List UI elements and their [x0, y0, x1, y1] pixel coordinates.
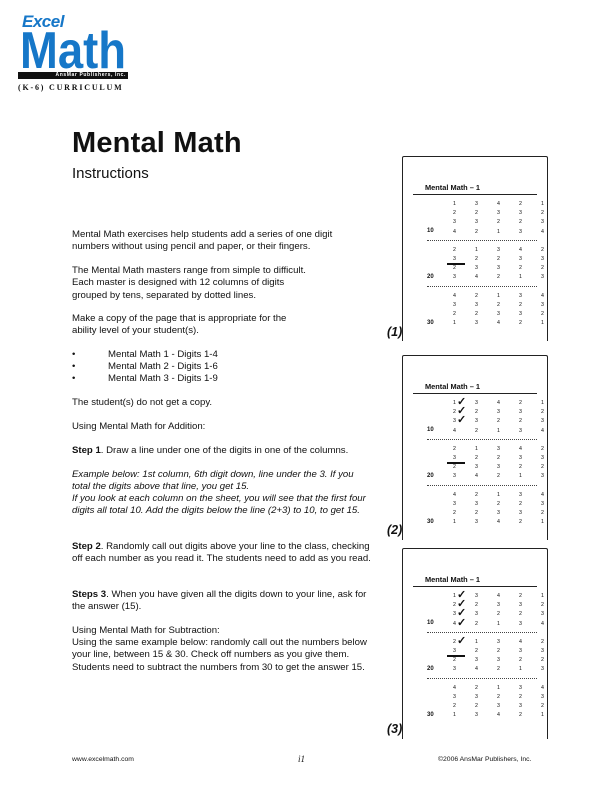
worksheet-digit: 3: [519, 620, 522, 627]
worksheet-digit: 3: [453, 647, 456, 654]
worksheet-digit: 3: [497, 464, 500, 471]
worksheet-digit: 2: [541, 509, 544, 516]
worksheet-digit: 2: [519, 712, 522, 719]
step1-paragraph: Step 1. Draw a line under one of the digits in one of the columns.: [72, 445, 349, 456]
worksheet-digit: 3: [497, 246, 500, 253]
figure-label: (2): [387, 523, 403, 537]
worksheet-digit: 3: [541, 500, 544, 507]
worksheet-row: [427, 414, 544, 427]
worksheet-digit: 2: [475, 491, 478, 498]
worksheet-title: Mental Math – 1: [425, 575, 481, 584]
worksheet-digit: 3: [453, 454, 456, 461]
figure-label: (3): [387, 722, 403, 736]
worksheet-digit: 2: [475, 427, 478, 434]
worksheet-row: [427, 218, 544, 227]
worksheet-digit: 4: [541, 228, 544, 235]
worksheet-digit: 2: [497, 693, 500, 700]
worksheet-digit: 3: [475, 201, 478, 207]
bullet-item: • Mental Math 3 - Digits 1-9: [72, 373, 218, 384]
worksheet-digit: 3: [519, 228, 522, 235]
check-mark-icon: ✓: [457, 616, 467, 629]
worksheet-digit: 3: [475, 657, 478, 664]
check-mark-icon: ✓: [457, 607, 467, 620]
worksheet-row: [427, 616, 544, 629]
worksheet-digit: 2: [519, 418, 522, 425]
worksheet-row: [427, 209, 544, 218]
worksheet-row: [427, 310, 544, 319]
worksheet-digit: 3: [497, 210, 500, 217]
worksheet-row: [427, 255, 544, 264]
no-copy-note: The student(s) do not get a copy.: [72, 397, 213, 408]
copy-paragraph: Make a copy of the page that is appropriate for the ability level of your student(s).: [72, 313, 287, 337]
check-mark-icon: ✓: [457, 396, 467, 408]
worksheet-digit: 2: [541, 464, 544, 471]
logo-math-wordmark: [20, 26, 128, 72]
worksheet-digit: 3: [475, 500, 478, 507]
check-mark-icon: ✓: [457, 634, 467, 647]
page-subtitle: Instructions: [72, 165, 149, 182]
intro-paragraph: Mental Math exercises help students add a series of one digit numbers without using pencil and paper, or their fingers.: [72, 229, 333, 253]
worksheet-digit: 2: [497, 500, 500, 507]
group-total-label: 10: [427, 620, 434, 627]
worksheet-digit: 4: [453, 292, 456, 299]
worksheet-row: [427, 301, 544, 310]
worksheet-digit: 2: [475, 255, 478, 262]
worksheet-digit: 1: [497, 620, 500, 627]
worksheet-digit: 3: [541, 219, 544, 226]
worksheet-digit: 1: [541, 712, 544, 719]
worksheet-digit: 2: [475, 228, 478, 235]
worksheet-digit: 2: [497, 301, 500, 308]
worksheet-digit: 1: [475, 246, 478, 253]
worksheet-row: [427, 509, 544, 518]
worksheet-digit: 2: [475, 292, 478, 299]
worksheet-row: [427, 647, 544, 656]
worksheet-digit: 2: [519, 201, 522, 207]
worksheet-digit: 3: [541, 274, 544, 281]
footer-copyright: ©2006 AnsMar Publishers, Inc.: [438, 756, 532, 763]
worksheet-digit: 2: [475, 409, 478, 416]
worksheet-digit: 3: [519, 409, 522, 416]
worksheet-digit: 2: [497, 647, 500, 654]
group-total-label: 20: [427, 472, 434, 479]
worksheet-digit: 3: [497, 445, 500, 452]
worksheet-digit: 1: [497, 228, 500, 235]
dotted-separator: [427, 678, 537, 680]
worksheet-digit: 1: [541, 593, 544, 599]
worksheet-digit: 4: [497, 593, 500, 599]
check-mark-icon: ✓: [457, 598, 467, 611]
worksheet-digit: 3: [519, 647, 522, 654]
worksheet-row: [427, 656, 544, 665]
worksheet-digit: 4: [453, 491, 456, 498]
worksheet-digit: 3: [541, 301, 544, 308]
worksheet-digit: 3: [519, 702, 522, 709]
worksheet-digit: 4: [475, 666, 478, 673]
worksheet-row: [427, 264, 544, 273]
check-mark-icon: ✓: [457, 414, 467, 427]
worksheet-digit: 1: [475, 445, 478, 452]
worksheet-digit: 2: [519, 320, 522, 327]
masters-paragraph: The Mental Math masters range from simple to difficult. Each master is designed with 12 columns of digits grouped by tens, separated by dotted lines.: [72, 265, 306, 301]
worksheet-digit: 3: [475, 418, 478, 425]
worksheet-digit: 3: [453, 274, 456, 281]
worksheet-digit: 2: [497, 219, 500, 226]
worksheet-digit: 2: [519, 301, 522, 308]
worksheet-digit: 4: [497, 400, 500, 406]
worksheet-digit: 2: [475, 454, 478, 461]
worksheet-digit: 2: [541, 310, 544, 317]
worksheet-digit: 2: [453, 265, 456, 272]
worksheet-digit: 2: [475, 602, 478, 609]
worksheet-digit: 2: [497, 611, 500, 618]
worksheet-digit: 2: [475, 620, 478, 627]
worksheet-digit: 4: [453, 620, 456, 627]
worksheet-digit: 2: [475, 310, 478, 317]
worksheet-digit: 2: [453, 310, 456, 317]
worksheet-digit: 2: [519, 593, 522, 599]
step2-label: Step 2: [72, 541, 101, 552]
worksheet-digit: 3: [475, 712, 478, 719]
worksheet-digit: 4: [497, 320, 500, 327]
worksheet-digit: 2: [497, 666, 500, 673]
worksheet-digit: 3: [453, 301, 456, 308]
worksheet-digit: 4: [519, 246, 522, 253]
worksheet-digit: 1: [497, 427, 500, 434]
worksheet-digit: 3: [519, 454, 522, 461]
bullet-item: • Mental Math 1 - Digits 1-4: [72, 349, 218, 360]
worksheet-digit: 2: [497, 418, 500, 425]
worksheet-title-rule: [413, 586, 537, 587]
worksheet-digit: 1: [453, 519, 456, 526]
worksheet-digit: 3: [541, 454, 544, 461]
logo-curriculum: (K-6) CURRICULUM: [18, 83, 124, 92]
worksheet-digit: 2: [519, 611, 522, 618]
worksheet-digit: 3: [453, 500, 456, 507]
worksheet-digit: 2: [475, 509, 478, 516]
svg-text:Math: Math: [20, 26, 126, 72]
subtraction-heading: Using Mental Math for Subtraction:: [72, 625, 220, 636]
worksheet-grid: [427, 396, 544, 527]
worksheet-digit: 2: [519, 464, 522, 471]
worksheet-digit: 3: [453, 219, 456, 226]
worksheet-digit: 3: [453, 473, 456, 480]
worksheet-row: [427, 319, 544, 328]
worksheet-digit: 2: [541, 602, 544, 609]
group-total-label: 10: [427, 427, 434, 434]
worksheet-row: [427, 589, 544, 601]
addition-heading: Using Mental Math for Addition:: [72, 421, 206, 432]
worksheet-row: [427, 396, 544, 408]
worksheet-digit: 1: [453, 712, 456, 719]
worksheet-digit: 3: [519, 210, 522, 217]
worksheet-row: [427, 598, 544, 611]
worksheet-digit: 3: [497, 265, 500, 272]
worksheet-row: [427, 292, 544, 301]
worksheet-row: [427, 200, 544, 209]
worksheet-digit: 3: [453, 418, 456, 425]
worksheet-row: [427, 405, 544, 418]
worksheet-row: [427, 693, 544, 702]
worksheet-digit: 2: [453, 409, 456, 416]
worksheet-digit: 2: [453, 246, 456, 253]
worksheet-digit: 3: [497, 409, 500, 416]
worksheet-digit: 2: [475, 210, 478, 217]
worksheet-row: [427, 454, 544, 463]
worksheet-digit: 1: [541, 320, 544, 327]
worksheet-preview-2: [402, 355, 548, 540]
worksheet-row: [427, 711, 544, 720]
worksheet-title-rule: [413, 194, 537, 195]
worksheet-digit: 3: [475, 400, 478, 406]
worksheet-digit: 3: [541, 611, 544, 618]
step2-paragraph: Step 2. Randomly call out digits above your line to the class, checking off each number as you read it. The students need to add as you read.: [72, 541, 371, 565]
worksheet-digit: 4: [519, 638, 522, 645]
worksheet-digit: 2: [453, 509, 456, 516]
worksheet-digit: 3: [541, 473, 544, 480]
worksheet-digit: 3: [541, 255, 544, 262]
worksheet-row: [427, 634, 544, 647]
worksheet-digit: 4: [541, 292, 544, 299]
worksheet-digit: 1: [453, 320, 456, 327]
worksheet-digit: 2: [541, 409, 544, 416]
worksheet-digit: 1: [541, 201, 544, 207]
step3-paragraph: Steps 3. When you have given all the digits down to your line, ask for the answer (15).: [72, 589, 367, 613]
logo-excel-text: Excel: [22, 12, 64, 31]
worksheet-digit: 3: [475, 301, 478, 308]
worksheet-digit: 3: [497, 602, 500, 609]
worksheet-digit: 2: [519, 219, 522, 226]
worksheet-digit: 3: [475, 611, 478, 618]
worksheet-digit: 3: [519, 427, 522, 434]
worksheet-digit: 4: [453, 427, 456, 434]
worksheet-digit: 4: [541, 620, 544, 627]
worksheet-digit: 2: [541, 445, 544, 452]
worksheet-digit: 2: [541, 657, 544, 664]
worksheet-digit: 3: [497, 657, 500, 664]
worksheet-digit: 2: [453, 702, 456, 709]
worksheet-digit: 3: [519, 292, 522, 299]
worksheet-digit: 3: [541, 647, 544, 654]
worksheet-digit: 3: [475, 320, 478, 327]
worksheet-row: [427, 702, 544, 711]
worksheet-title: Mental Math – 1: [425, 183, 481, 192]
worksheet-digit: 1: [453, 400, 456, 406]
worksheet-digit: 2: [453, 657, 456, 664]
worksheet-digit: 1: [519, 274, 522, 281]
subtraction-paragraph: Using the same example below: randomly call out the numbers below your line, between 15 & 30. Check off numbers as you give them. Students need to subtract the numbers from 30 to get the answer 15.: [72, 637, 367, 673]
worksheet-digit: 3: [475, 219, 478, 226]
worksheet-digit: 4: [541, 491, 544, 498]
worksheet-row: [427, 491, 544, 500]
page-title: Mental Math: [72, 127, 242, 159]
worksheet-digit: 2: [453, 602, 456, 609]
worksheet-digit: 2: [453, 464, 456, 471]
worksheet-digit: 2: [519, 500, 522, 507]
group-total-label: 30: [427, 711, 434, 718]
worksheet-digit: 4: [497, 519, 500, 526]
worksheet-title: Mental Math – 1: [425, 382, 481, 391]
worksheet-digit: 2: [475, 647, 478, 654]
worksheet-digit: 1: [475, 638, 478, 645]
worksheet-digit: 1: [453, 201, 456, 207]
dotted-separator: [427, 439, 537, 441]
worksheet-row: [427, 607, 544, 620]
group-total-label: 20: [427, 273, 434, 280]
worksheet-digit: 3: [475, 693, 478, 700]
worksheet-digit: 2: [497, 274, 500, 281]
worksheet-digit: 2: [541, 265, 544, 272]
check-mark-icon: ✓: [457, 405, 467, 418]
worksheet-digit: 3: [519, 602, 522, 609]
figure-label: (1): [387, 325, 403, 339]
worksheet-row: [427, 463, 544, 472]
worksheet-digit: 3: [519, 310, 522, 317]
worksheet-digit: 3: [519, 684, 522, 691]
worksheet-digit: 3: [519, 509, 522, 516]
worksheet-row: [427, 246, 544, 255]
dotted-separator: [427, 485, 537, 487]
worksheet-digit: 1: [497, 292, 500, 299]
footer-website[interactable]: www.excelmath.com: [72, 756, 134, 763]
worksheet-digit: 1: [519, 666, 522, 673]
worksheet-digit: 1: [519, 473, 522, 480]
dotted-separator: [427, 240, 537, 242]
step1-label: Step 1: [72, 445, 101, 456]
worksheet-digit: 3: [453, 693, 456, 700]
worksheet-row: [427, 684, 544, 693]
worksheet-grid: [427, 200, 544, 328]
worksheet-digit: 2: [541, 638, 544, 645]
worksheet-digit: 1: [497, 491, 500, 498]
worksheet-row: [427, 665, 544, 674]
worksheet-digit: 3: [453, 255, 456, 262]
worksheet-digit: 1: [541, 400, 544, 406]
worksheet-digit: 3: [475, 519, 478, 526]
worksheet-digit: 3: [541, 693, 544, 700]
example-detail-paragraph: If you look at each column on the sheet, you will see that the first four digits all total 10. Add the digits below the line (2+3) to 10, to get 15.: [72, 493, 366, 517]
worksheet-digit: 3: [475, 593, 478, 599]
worksheet-digit: 3: [519, 255, 522, 262]
worksheet-row: [427, 518, 544, 527]
worksheet-digit: 4: [541, 684, 544, 691]
worksheet-digit: 1: [453, 593, 456, 599]
worksheet-digit: 3: [475, 464, 478, 471]
worksheet-digit: 2: [541, 246, 544, 253]
worksheet-digit: 4: [541, 427, 544, 434]
logo-publisher-bar: AnsMar Publishers, Inc.: [18, 72, 128, 79]
worksheet-digit: 3: [497, 509, 500, 516]
worksheet-digit: 4: [497, 201, 500, 207]
worksheet-digit: 4: [453, 684, 456, 691]
worksheet-digit: 2: [453, 210, 456, 217]
worksheet-preview-1: [402, 156, 548, 341]
worksheet-row: [427, 228, 544, 237]
bullet-item: • Mental Math 2 - Digits 1-6: [72, 361, 218, 372]
worksheet-digit: 4: [497, 712, 500, 719]
worksheet-digit: 3: [497, 702, 500, 709]
worksheet-digit: 2: [497, 255, 500, 262]
group-total-label: 30: [427, 319, 434, 326]
worksheet-digit: 2: [519, 693, 522, 700]
worksheet-grid: [427, 589, 544, 720]
worksheet-digit: 1: [541, 519, 544, 526]
worksheet-digit: 3: [497, 638, 500, 645]
worksheet-digit: 2: [453, 445, 456, 452]
worksheet-row: [427, 500, 544, 509]
worksheet-digit: 2: [497, 454, 500, 461]
worksheet-digit: 2: [519, 519, 522, 526]
worksheet-title-rule: [413, 393, 537, 394]
worksheet-row: [427, 273, 544, 282]
worksheet-digit: 2: [541, 210, 544, 217]
footer-page-number: i1: [298, 754, 306, 764]
worksheet-digit: 4: [519, 445, 522, 452]
group-total-label: 10: [427, 228, 434, 235]
step3-label: Steps 3: [72, 589, 107, 600]
worksheet-digit: 3: [453, 666, 456, 673]
worksheet-digit: 1: [497, 684, 500, 691]
worksheet-digit: 2: [519, 400, 522, 406]
worksheet-digit: 4: [475, 473, 478, 480]
worksheet-digit: 2: [541, 702, 544, 709]
worksheet-digit: 3: [475, 265, 478, 272]
worksheet-digit: 4: [475, 274, 478, 281]
check-mark-icon: ✓: [457, 589, 467, 601]
worksheet-digit: 3: [541, 418, 544, 425]
worksheet-row: [427, 427, 544, 436]
worksheet-digit: 3: [497, 310, 500, 317]
worksheet-row: [427, 445, 544, 454]
worksheet-preview-3: [402, 548, 548, 739]
group-total-label: 30: [427, 518, 434, 525]
worksheet-digit: 3: [541, 666, 544, 673]
dotted-separator: [427, 632, 537, 634]
worksheet-digit: 2: [475, 702, 478, 709]
worksheet-digit: 2: [497, 473, 500, 480]
worksheet-digit: 2: [519, 657, 522, 664]
worksheet-digit: 2: [453, 638, 456, 645]
worksheet-digit: 3: [453, 611, 456, 618]
worksheet-digit: 2: [475, 684, 478, 691]
dotted-separator: [427, 286, 537, 288]
worksheet-digit: 2: [519, 265, 522, 272]
worksheet-row: [427, 472, 544, 481]
worksheet-digit: 4: [453, 228, 456, 235]
example-paragraph: Example below: 1st column, 6th digit down, line under the 3. If you total the digits above that line, you get 15.: [72, 469, 354, 493]
group-total-label: 20: [427, 665, 434, 672]
worksheet-digit: 3: [519, 491, 522, 498]
